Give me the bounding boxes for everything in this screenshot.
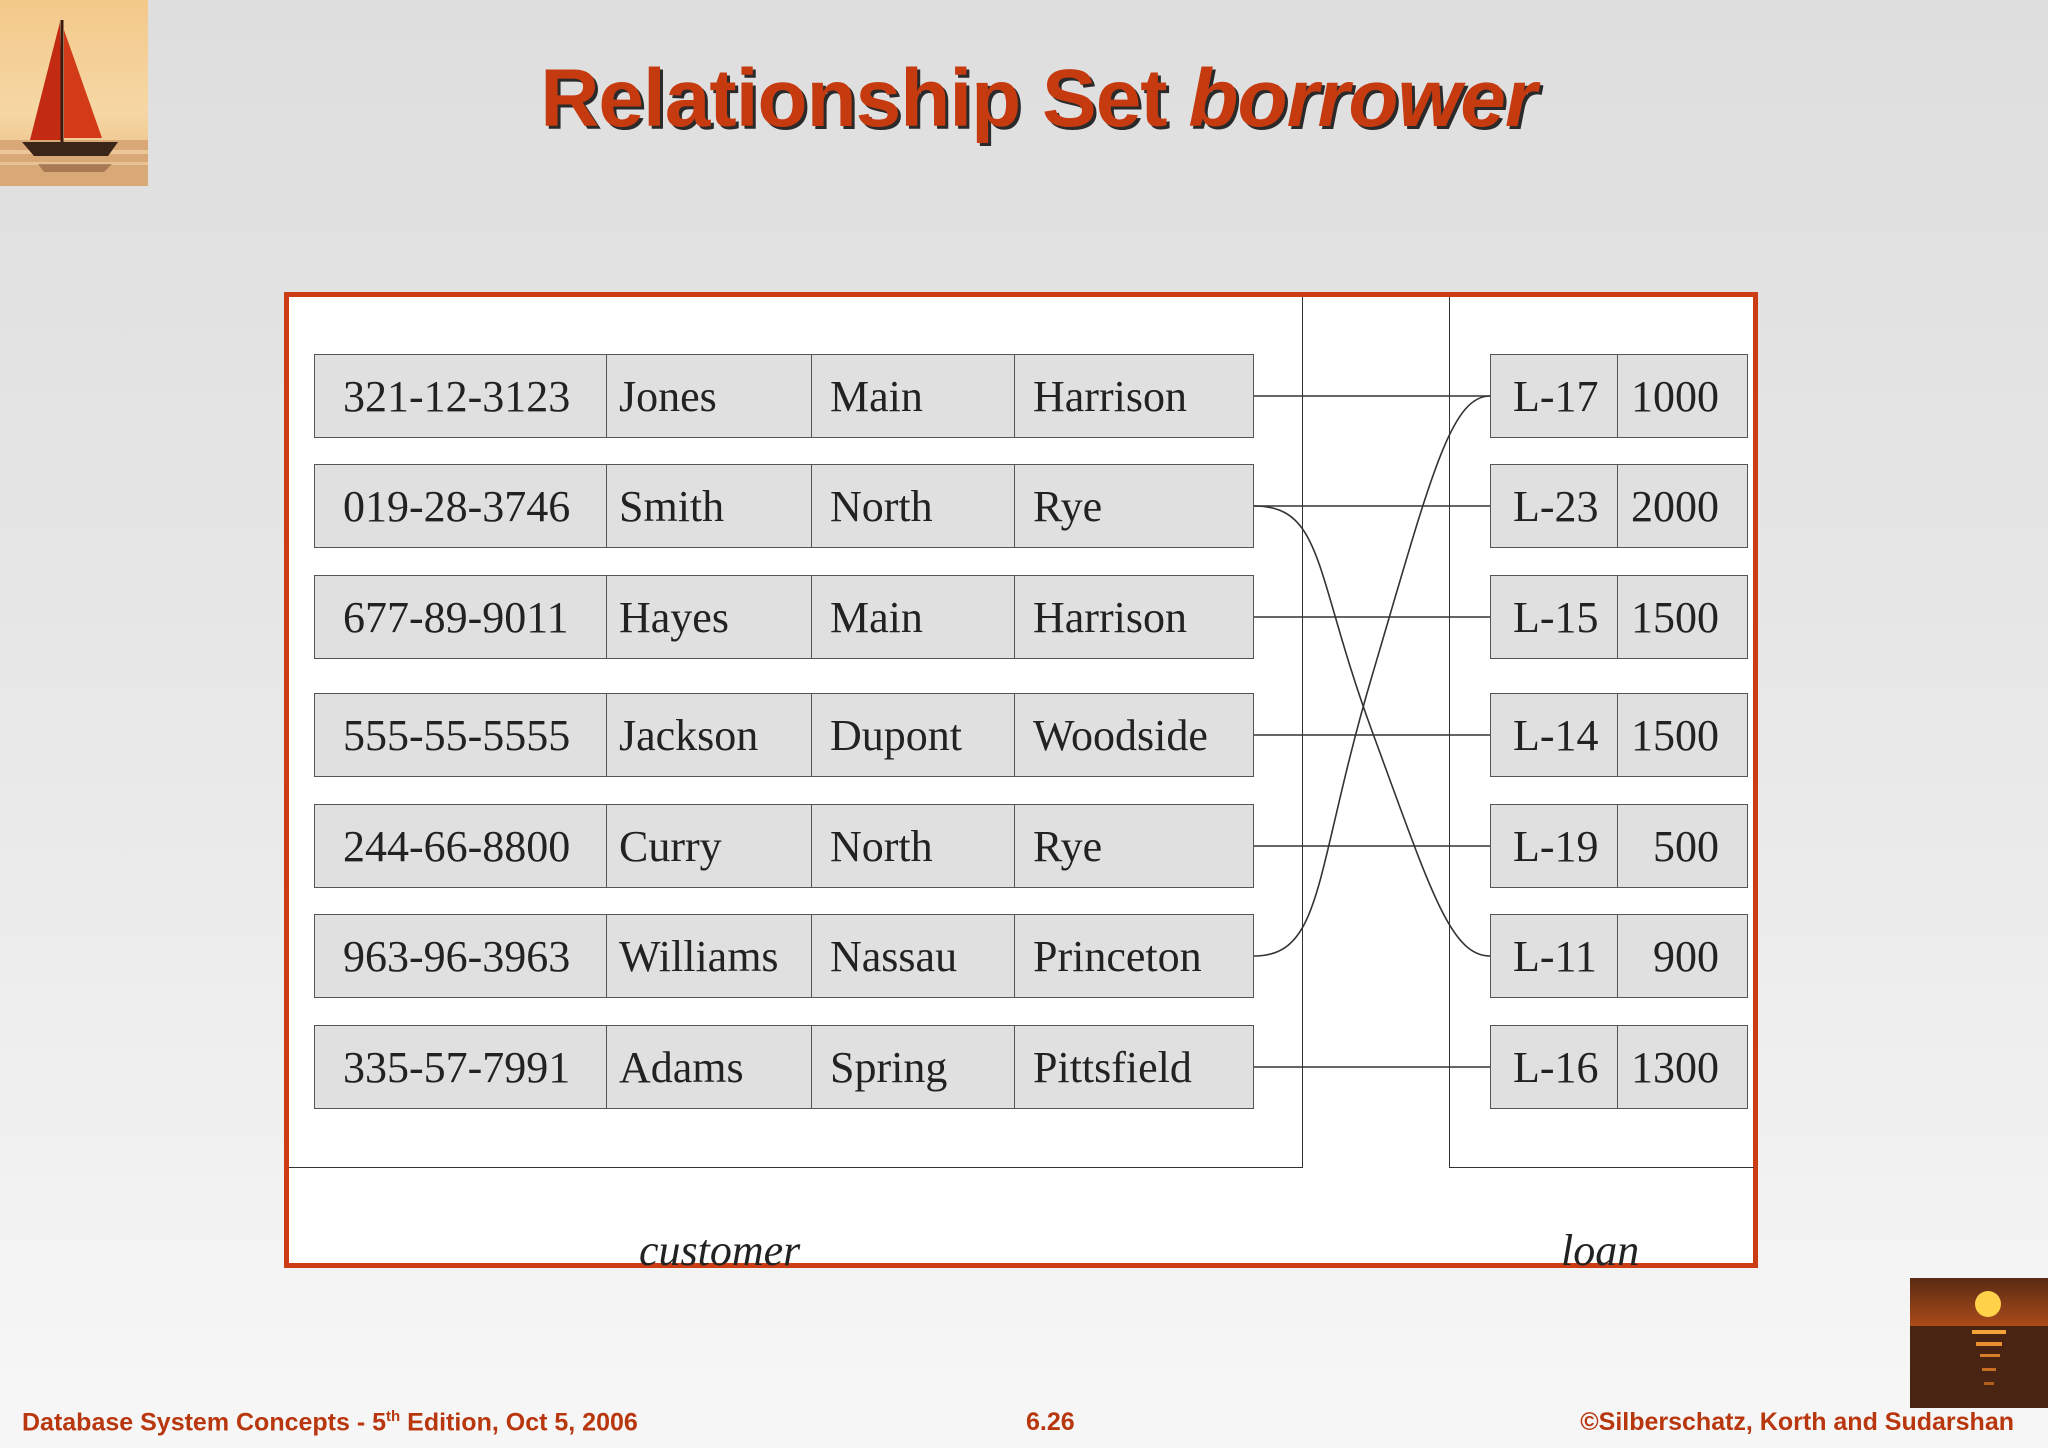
customer-street-cell: Nassau bbox=[812, 915, 1015, 997]
loan-row bbox=[1490, 914, 1748, 998]
loan-row bbox=[1490, 575, 1748, 659]
customer-name-cell: Jackson bbox=[607, 694, 812, 776]
footer-page-number: 6.26 bbox=[1026, 1408, 1075, 1436]
customer-id-cell: 019-28-3746 bbox=[315, 465, 607, 547]
customer-street-cell: Dupont bbox=[812, 694, 1015, 776]
customer-id-cell: 677-89-9011 bbox=[315, 576, 607, 658]
customer-street-cell: North bbox=[812, 805, 1015, 887]
customer-city-cell: Rye bbox=[1033, 821, 1103, 871]
customer-row bbox=[314, 693, 1254, 777]
loan-number-cell: L-15 bbox=[1491, 576, 1618, 658]
customer-name-cell: Adams bbox=[607, 1026, 812, 1108]
customer-name-cell: Smith bbox=[607, 465, 812, 547]
customer-name-cell: Hayes bbox=[607, 576, 812, 658]
customer-row bbox=[314, 354, 1254, 438]
loan-amount-cell: 1000 bbox=[1631, 371, 1719, 421]
loan-amount-cell: 500 bbox=[1653, 821, 1719, 871]
loan-number-cell: L-11 bbox=[1491, 915, 1618, 997]
customer-street-cell: North bbox=[812, 465, 1015, 547]
loan-number-cell: L-19 bbox=[1491, 805, 1618, 887]
loan-amount-cell: 900 bbox=[1653, 931, 1719, 981]
loan-number-cell: L-14 bbox=[1491, 694, 1618, 776]
title-main: Relationship Set bbox=[540, 53, 1167, 144]
customer-city-cell: Harrison bbox=[1033, 592, 1187, 642]
sunset-photo bbox=[1910, 1278, 2048, 1408]
customer-city-cell: Princeton bbox=[1033, 931, 1202, 981]
footer-copyright: ©Silberschatz, Korth and Sudarshan bbox=[1580, 1408, 2014, 1436]
loan-row bbox=[1490, 804, 1748, 888]
loan-number-cell: L-23 bbox=[1491, 465, 1618, 547]
customer-label: customer bbox=[639, 1226, 801, 1275]
loan-amount-cell: 1300 bbox=[1631, 1042, 1719, 1092]
footer-left-prefix: Database System Concepts - 5 bbox=[22, 1408, 387, 1437]
loan-row bbox=[1490, 354, 1748, 438]
customer-name-cell: Williams bbox=[607, 915, 812, 997]
loan-number-cell: L-17 bbox=[1491, 355, 1618, 437]
footer-left bbox=[22, 1408, 638, 1437]
customer-city-cell: Rye bbox=[1033, 481, 1103, 531]
customer-row bbox=[314, 575, 1254, 659]
loan-amount-cell: 1500 bbox=[1631, 592, 1719, 642]
customer-row bbox=[314, 464, 1254, 548]
customer-name-cell: Curry bbox=[607, 805, 812, 887]
title-emphasis: borrower bbox=[1188, 53, 1536, 144]
loan-row bbox=[1490, 1025, 1748, 1109]
customer-row bbox=[314, 1025, 1254, 1109]
loan-number-cell: L-16 bbox=[1491, 1026, 1618, 1108]
loan-label: loan bbox=[1561, 1226, 1640, 1275]
customer-street-cell: Spring bbox=[812, 1026, 1015, 1108]
customer-id-cell: 244-66-8800 bbox=[315, 805, 607, 887]
slide-title bbox=[0, 52, 2048, 146]
loan-amount-cell: 2000 bbox=[1631, 481, 1719, 531]
loan-row bbox=[1490, 693, 1748, 777]
customer-city-cell: Pittsfield bbox=[1033, 1042, 1192, 1092]
customer-id-cell: 555-55-5555 bbox=[315, 694, 607, 776]
borrower-diagram bbox=[284, 292, 1758, 1275]
customer-id-cell: 963-96-3963 bbox=[315, 915, 607, 997]
customer-id-cell: 335-57-7991 bbox=[315, 1026, 607, 1108]
footer-left-sup: th bbox=[386, 1408, 401, 1425]
customer-row bbox=[314, 804, 1254, 888]
customer-street-cell: Main bbox=[812, 355, 1015, 437]
customer-street-cell: Main bbox=[812, 576, 1015, 658]
customer-row bbox=[314, 914, 1254, 998]
customer-city-cell: Woodside bbox=[1033, 710, 1208, 760]
footer-left-suffix: Edition, Oct 5, 2006 bbox=[400, 1408, 638, 1437]
loan-amount-cell: 1500 bbox=[1631, 710, 1719, 760]
customer-city-cell: Harrison bbox=[1033, 371, 1187, 421]
loan-row bbox=[1490, 464, 1748, 548]
customer-id-cell: 321-12-3123 bbox=[315, 355, 607, 437]
customer-name-cell: Jones bbox=[607, 355, 812, 437]
